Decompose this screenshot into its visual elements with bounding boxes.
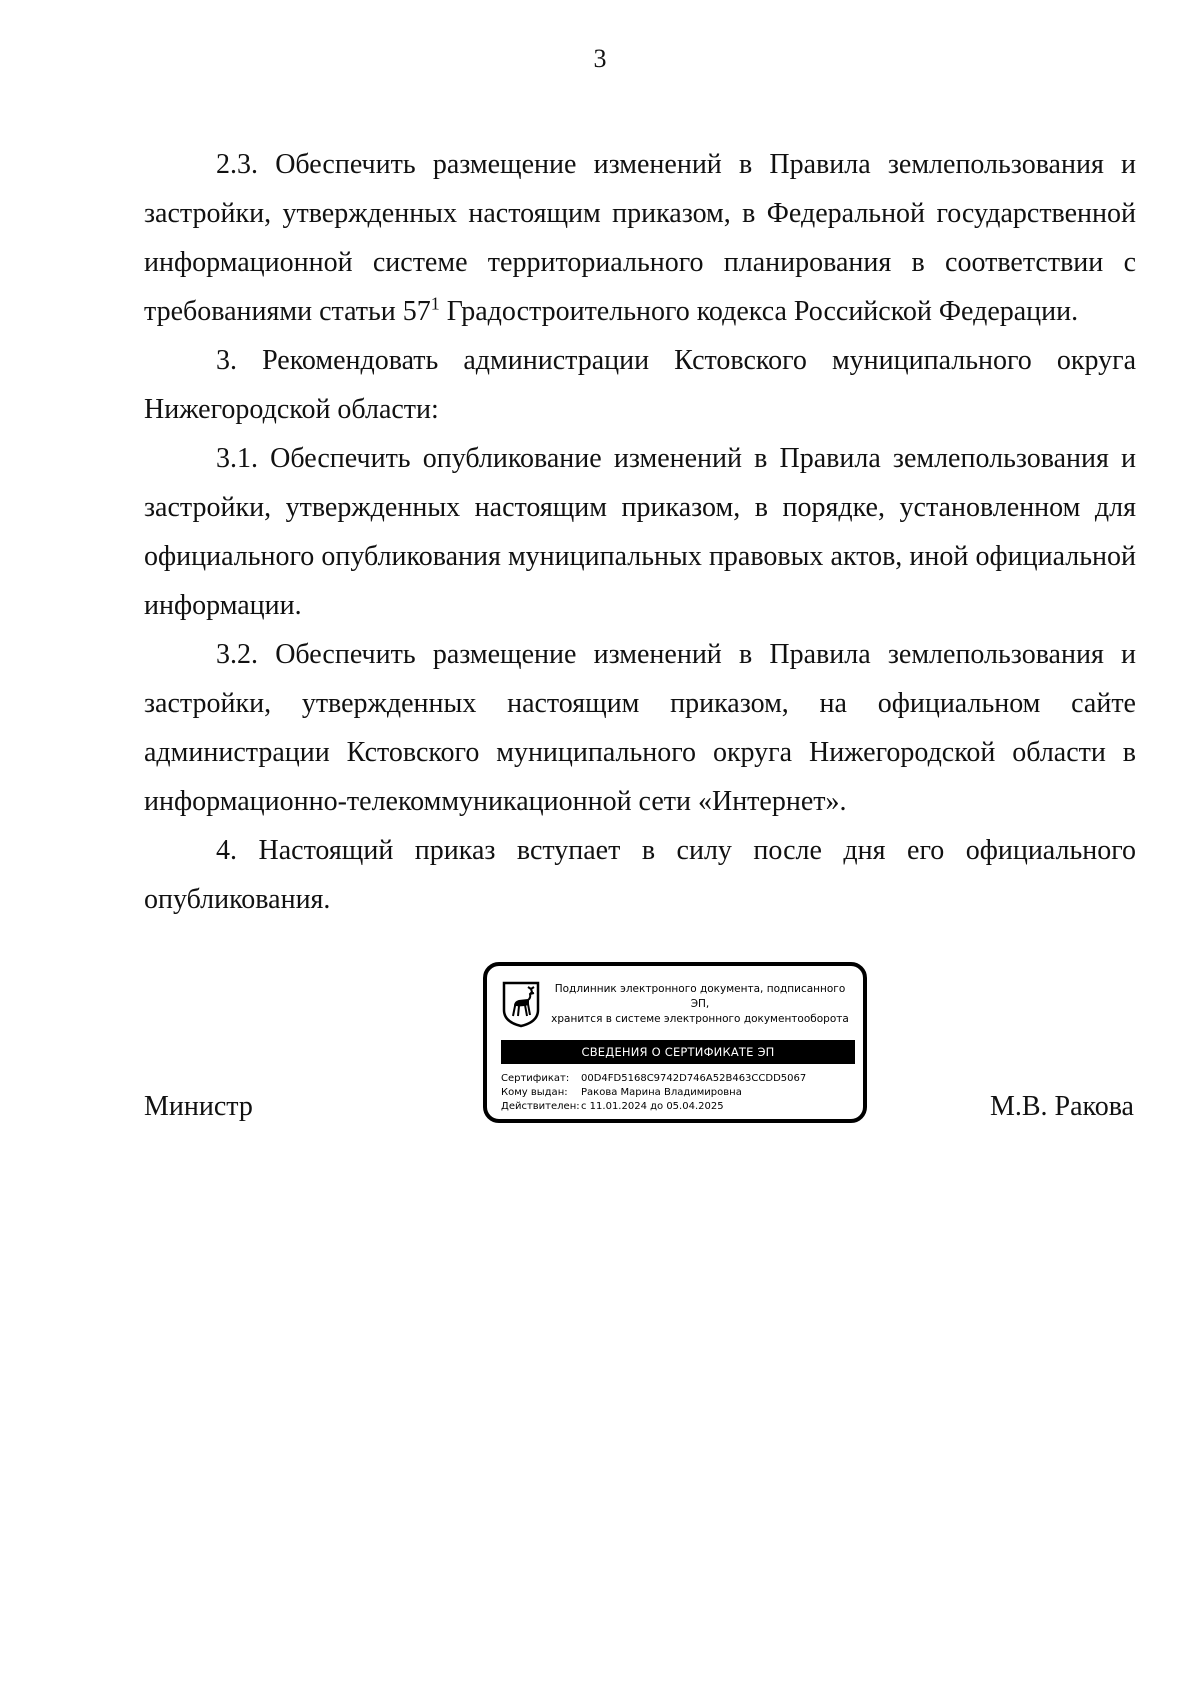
stamp-header-line1: Подлинник электронного документа, подписанного ЭП, bbox=[554, 983, 846, 1010]
paragraph-2-3-text: 2.3. Обеспечить размещение изменений в Правила землепользования и застройки, утвержденных настоящим приказом, в Федеральной государственной информационной системе территориального планирования в соответствии с требованиями статьи 57 bbox=[144, 149, 1136, 327]
stamp-header-line2: хранится в системе электронного документооборота bbox=[551, 1013, 849, 1025]
paragraph-2-3 bbox=[144, 140, 1136, 336]
article-superscript: 1 bbox=[430, 293, 440, 314]
valid-value: с 11.01.2024 до 05.04.2025 bbox=[581, 1101, 724, 1112]
paragraph-3-2: 3.2. Обеспечить размещение изменений в Правила землепользования и застройки, утвержденных настоящим приказом, на официальном сайте администрации Кстовского муниципального округа Нижегородской области в информационно-телекоммуникационной сети «Интернет». bbox=[144, 639, 1136, 817]
paragraph-2-3-tail: Градостроительного кодекса Российской Федерации. bbox=[439, 296, 1079, 327]
signatory-name: М.В. Ракова bbox=[989, 1091, 1134, 1122]
stamp-certificate-band: СВЕДЕНИЯ О СЕРТИФИКАТЕ ЭП bbox=[501, 1040, 855, 1064]
stamp-header bbox=[545, 982, 855, 1027]
nizhny-novgorod-deer-emblem-icon bbox=[501, 980, 541, 1028]
document-body bbox=[144, 140, 1136, 924]
issued-to-value: Ракова Марина Владимировна bbox=[581, 1087, 742, 1098]
signatory-title: Министр bbox=[144, 1091, 253, 1122]
page-number: 3 bbox=[593, 44, 607, 73]
certificate-label: Сертификат: bbox=[501, 1073, 570, 1084]
certificate-value: 00D4FD5168C9742D746A52B463CCDD5067 bbox=[581, 1073, 807, 1084]
paragraph-3-1: 3.1. Обеспечить опубликование изменений в Правила землепользования и застройки, утвержденных настоящим приказом, в порядке, установленном для официального опубликования муниципальных правовых актов, иной официальной информации. bbox=[144, 443, 1136, 621]
paragraph-4: 4. Настоящий приказ вступает в силу после дня его официального опубликования. bbox=[144, 835, 1136, 915]
issued-to-label: Кому выдан: bbox=[501, 1087, 568, 1098]
paragraph-3: 3. Рекомендовать администрации Кстовского муниципального округа Нижегородской области: bbox=[144, 345, 1136, 425]
signature-row bbox=[144, 1080, 1134, 1128]
valid-label: Действителен: bbox=[501, 1101, 580, 1112]
